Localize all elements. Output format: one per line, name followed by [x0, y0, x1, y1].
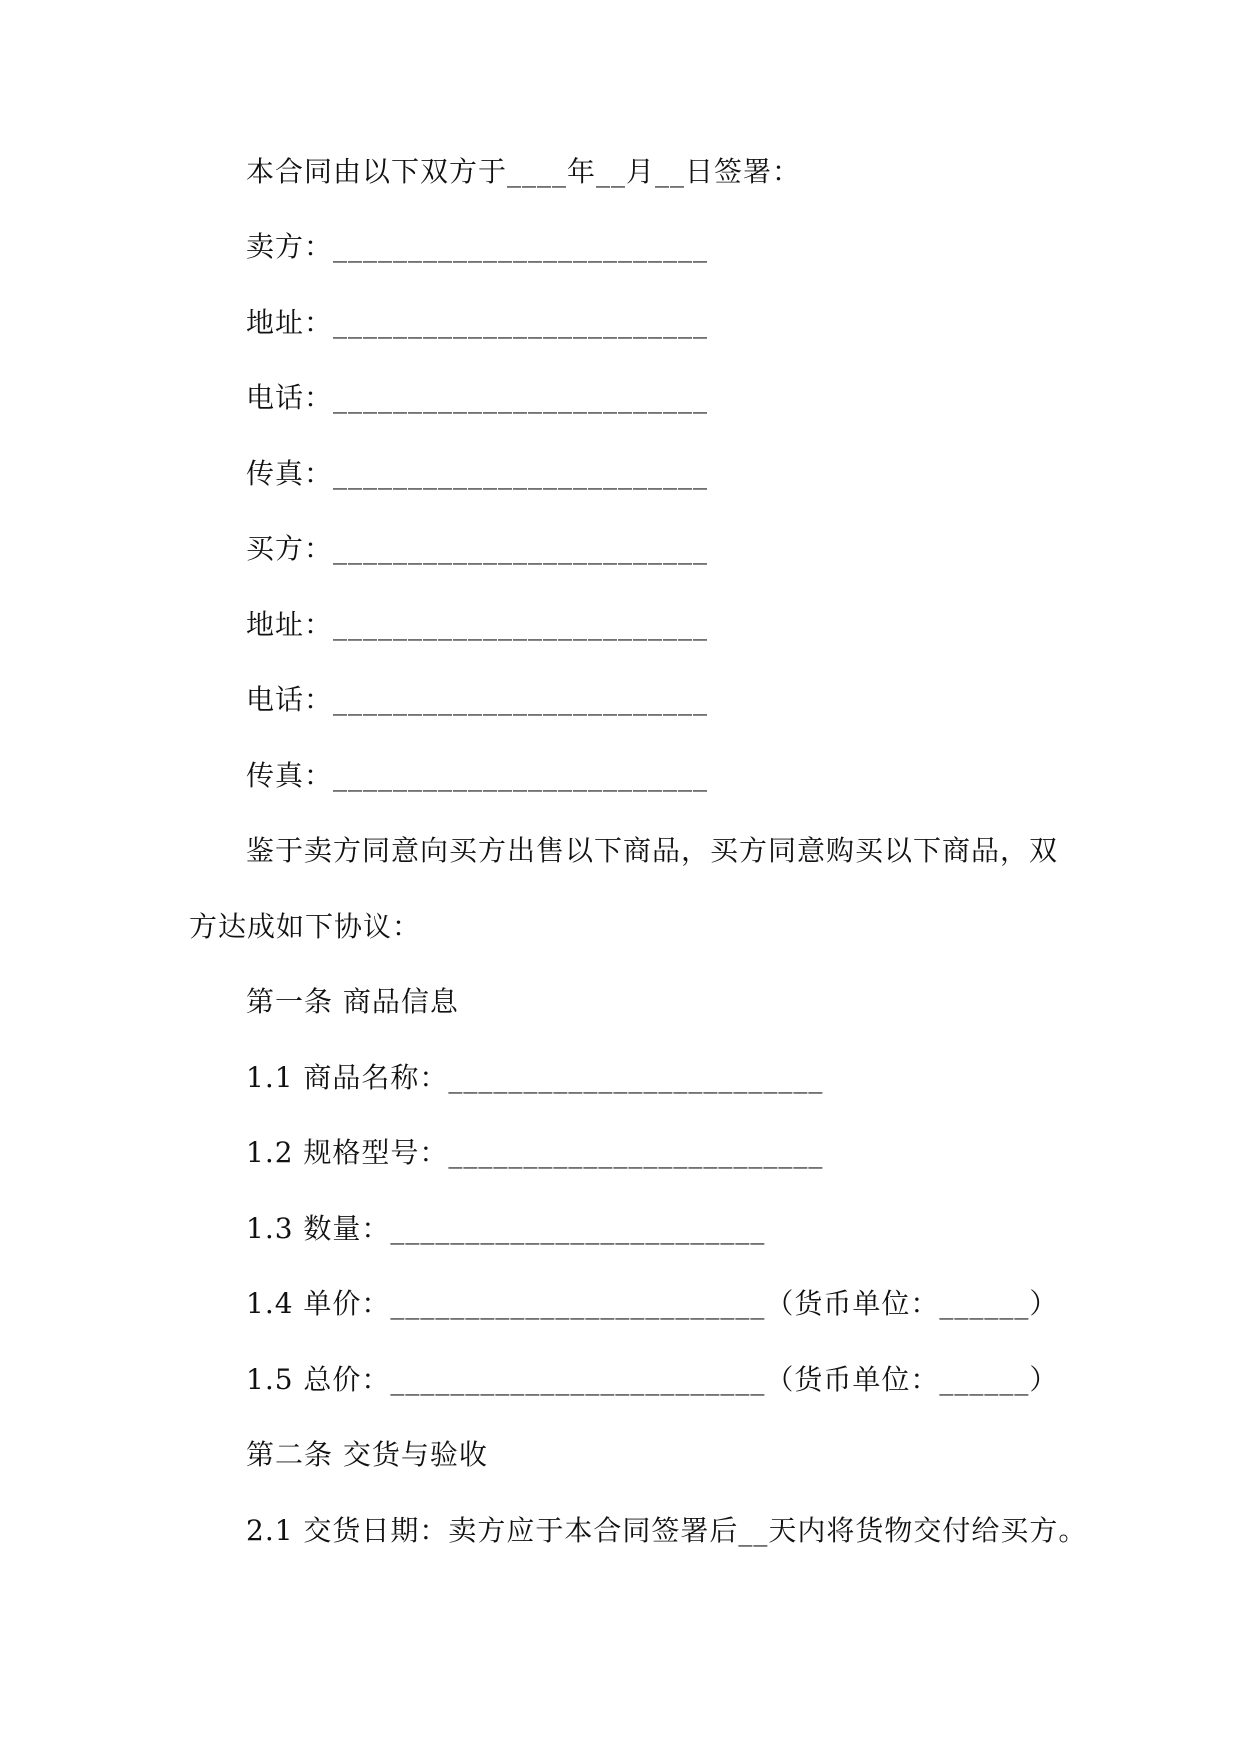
buyer-address-field: 地址：_________________________ [246, 608, 709, 641]
item-1-3-quantity: 1.3 数量：_________________________ [246, 1212, 766, 1245]
item-1-4-unit-price: 1.4 单价：_________________________（货币单位：______） [246, 1287, 1059, 1320]
item-1-1-product-name: 1.1 商品名称：_________________________ [246, 1061, 824, 1094]
item-1-5-total-price: 1.5 总价：_________________________（货币单位：______） [246, 1363, 1059, 1396]
article-2-title: 第二条 交货与验收 [246, 1438, 488, 1471]
seller-name-field: 卖方：_________________________ [246, 230, 709, 263]
buyer-name-field: 买方：_________________________ [246, 532, 709, 565]
preamble-line-1: 鉴于卖方同意向买方出售以下商品，买方同意购买以下商品，双 [246, 834, 1059, 867]
item-1-2-spec-model: 1.2 规格型号：_________________________ [246, 1136, 824, 1169]
seller-fax-field: 传真：_________________________ [246, 457, 709, 490]
preamble-line-2: 方达成如下协议： [189, 910, 422, 943]
seller-phone-field: 电话：_________________________ [246, 381, 709, 414]
intro-line: 本合同由以下双方于____年__月__日签署： [246, 155, 802, 188]
seller-address-field: 地址：_________________________ [246, 306, 709, 339]
buyer-phone-field: 电话：_________________________ [246, 683, 709, 716]
article-1-title: 第一条 商品信息 [246, 985, 459, 1018]
buyer-fax-field: 传真：_________________________ [246, 759, 709, 792]
item-2-1-delivery-date: 2.1 交货日期：卖方应于本合同签署后__天内将货物交付给买方。 [246, 1514, 1088, 1547]
